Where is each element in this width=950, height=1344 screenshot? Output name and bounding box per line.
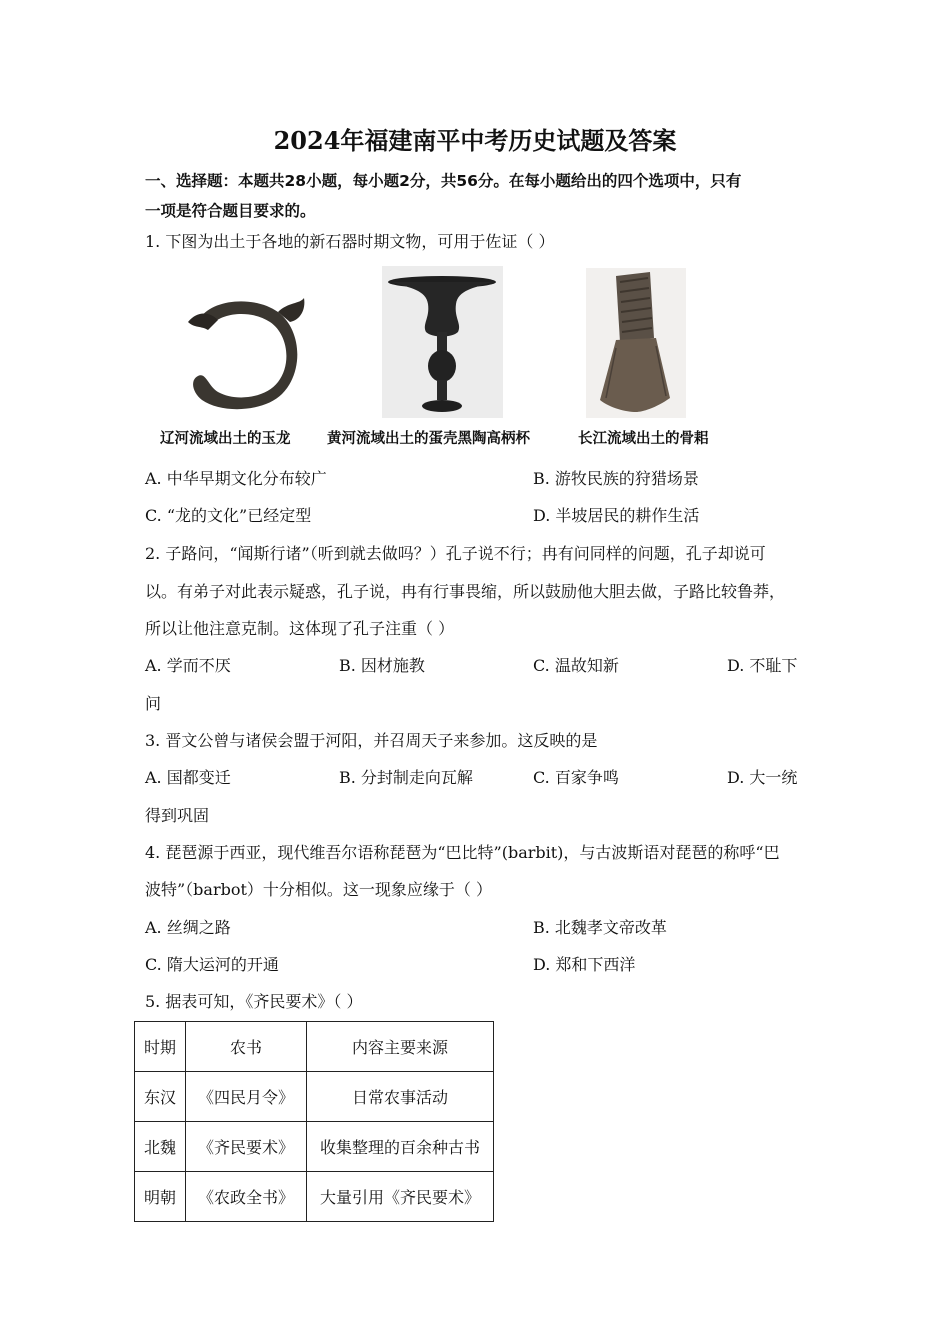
q2-option-c: C. 温故知新 [533,656,619,675]
question-2-line3: 所以让他注意克制。这体现了孔子注重（ ） [145,619,455,638]
table-row [135,1072,494,1122]
q4-option-c: C. 隋大运河的开通 [145,955,279,974]
table-header-row [135,1022,494,1072]
table-cell: 日常农事活动 [307,1072,494,1122]
question-2-line2: 以。有弟子对此表示疑惑，孔子说，冉有行事畏缩，所以鼓励他大胆去做，子路比较鲁莽， [145,582,786,601]
q4-option-d: D. 郑和下西洋 [533,955,636,974]
table-cell: 收集整理的百余种古书 [307,1122,494,1172]
question-4-line1: 4. 琵琶源于西亚，现代维吾尔语称琵琶为“巴比特”(barbit)，与古波斯语对琵琶的称呼“巴 [145,843,780,862]
black-pottery-cup-image [382,266,503,418]
table-cell: 北魏 [135,1122,186,1172]
q1-option-a: A. 中华早期文化分布较广 [145,469,327,488]
section-instructions-line2: 一项是符合题目要求的。 [145,202,316,220]
question-1-stem: 1. 下图为出土于各地的新石器时期文物，可用于佐证（ ） [145,232,555,251]
question-4-line2: 波特”（barbot）十分相似。这一现象应缘于（ ） [145,880,493,899]
table-cell: 东汉 [135,1072,186,1122]
table-cell: 《农政全书》 [186,1172,307,1222]
table-header-cell: 内容主要来源 [307,1022,494,1072]
q2-option-b: B. 因材施教 [339,656,425,675]
jade-dragon-icon [178,290,313,418]
caption-black-pottery-cup: 黄河流域出土的蛋壳黑陶高柄杯 [327,431,530,447]
section-instructions-line1: 一、选择题：本题共28小题，每小题2分，共56分。在每小题给出的四个选项中，只有 [145,172,742,190]
q3-option-d-continued: 得到巩固 [145,806,210,825]
bone-spade-icon [586,268,686,418]
caption-jade-dragon: 辽河流域出土的玉龙 [160,431,291,447]
question-2-line1: 2. 子路问，“闻斯行诸”（听到就去做吗？）孔子说不行；冉有问同样的问题，孔子却说可 [145,544,766,563]
question-3-stem: 3. 晋文公曾与诸侯会盟于河阳，并召周天子来参加。这反映的是 [145,731,598,750]
q3-option-b: B. 分封制走向瓦解 [339,768,473,787]
q2-option-d: D. 不耻下 [727,656,798,675]
bone-spade-image [586,268,686,418]
agricultural-books-table [134,1021,494,1222]
table-row [135,1172,494,1222]
table-cell: 大量引用《齐民要术》 [307,1172,494,1222]
table-header-cell: 农书 [186,1022,307,1072]
caption-bone-spade: 长江流域出土的骨耜 [578,431,709,447]
jade-dragon-image [178,290,313,418]
q3-option-a: A. 国都变迁 [145,768,231,787]
q2-option-d-continued: 问 [145,694,162,713]
table-cell: 明朝 [135,1172,186,1222]
table-cell: 《齐民要术》 [186,1122,307,1172]
q3-option-c: C. 百家争鸣 [533,768,619,787]
question-5-stem: 5. 据表可知，《齐民要术》（ ） [145,992,363,1011]
q1-option-d: D. 半坡居民的耕作生活 [533,506,700,525]
q2-option-a: A. 学而不厌 [145,656,231,675]
page-title: 2024年福建南平中考历史试题及答案 [273,126,677,155]
table-header-cell: 时期 [135,1022,186,1072]
q4-option-b: B. 北魏孝文帝改革 [533,918,667,937]
q1-option-b: B. 游牧民族的狩猎场景 [533,469,699,488]
q3-option-d: D. 大一统 [727,768,798,787]
q1-option-c: C. “龙的文化”已经定型 [145,506,312,525]
q4-option-a: A. 丝绸之路 [145,918,231,937]
table-row [135,1122,494,1172]
table-cell: 《四民月令》 [186,1072,307,1122]
black-pottery-cup-icon [382,266,503,418]
